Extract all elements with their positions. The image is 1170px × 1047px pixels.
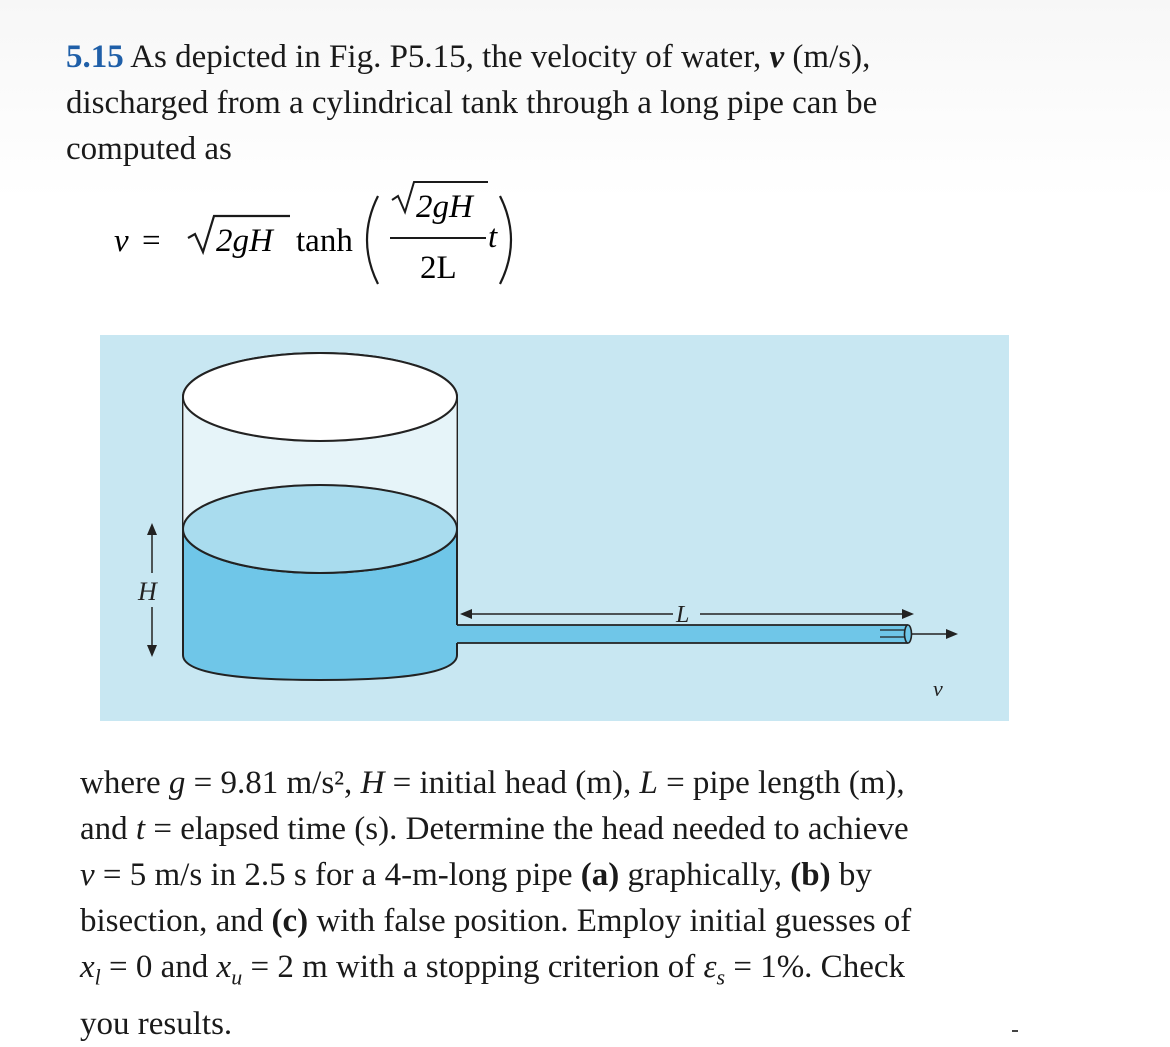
time-definition: = elapsed time (s). Determine the head needed to achieve [153, 811, 909, 847]
where-line-2 [80, 806, 1060, 852]
velocity-symbol: v [769, 39, 785, 75]
by-text: by [830, 857, 872, 893]
where-line-3 [80, 852, 1060, 898]
target-condition: = 5 m/s in 2.5 s for a 4-m-long pipe [102, 857, 581, 893]
symbol-t: t [135, 811, 146, 847]
head-definition: = initial head (m), [392, 765, 640, 801]
part-c: (c) [271, 903, 309, 939]
symbol-v: v [80, 857, 95, 893]
tank-rim-outline [183, 353, 457, 441]
symbol-x-lower: x [80, 949, 95, 985]
tank-figure [100, 335, 1009, 721]
bisection-text: bisection, and [80, 903, 272, 939]
problem-number: 5.15 [66, 39, 124, 75]
symbol-H: H [360, 765, 385, 801]
where-text: where [80, 765, 161, 801]
part-b: (b) [790, 857, 831, 893]
velocity-equation [0, 0, 1170, 330]
water-surface-outline [183, 485, 457, 573]
problem-line-3: computed as [66, 131, 232, 167]
left-paren [367, 196, 378, 284]
problem-line-2: discharged from a cylindrical tank through a long pipe can be [66, 85, 878, 121]
subscript-l: l [94, 964, 101, 990]
symbol-g: g [168, 765, 186, 801]
and-text: and [80, 811, 136, 847]
equation-lhs: v [114, 223, 129, 259]
fraction-denominator: 2L [420, 250, 457, 286]
sqrt-argument: 2gH [216, 223, 273, 259]
velocity-units: (m/s), [792, 39, 871, 75]
where-line-1 [80, 760, 1060, 806]
where-line-6: you results. [80, 1005, 233, 1042]
symbol-L: L [639, 765, 658, 801]
subscript-u: u [231, 964, 243, 990]
lower-guess: = 0 and [109, 949, 217, 985]
gravity-value: = 9.81 m/s², [193, 765, 361, 801]
problem-text-1: As depicted in Fig. P5.15, the velocity of water, [130, 39, 762, 75]
page-corner-mark [1012, 1030, 1018, 1032]
where-line-5 [80, 944, 1060, 1001]
tanh-function: tanh [296, 223, 353, 259]
length-label: L [676, 602, 690, 628]
where-paragraph [80, 760, 1060, 1047]
false-position-text: with false position. Employ initial guesses of [308, 903, 912, 939]
velocity-label: v [933, 676, 943, 701]
time-factor: t [488, 219, 498, 255]
stopping-criterion: = 1%. Check [733, 949, 905, 985]
where-line-4 [80, 898, 1060, 944]
head-label: H [138, 577, 157, 606]
equation-equals: = [142, 223, 161, 259]
part-a: (a) [580, 857, 620, 893]
symbol-epsilon: ε [703, 949, 717, 985]
upper-guess: = 2 m with a stopping criterion of [250, 949, 704, 985]
fraction-numerator: 2gH [416, 189, 473, 225]
symbol-x-upper: x [216, 949, 232, 985]
pipe-outlet [905, 625, 912, 643]
graphically-text: graphically, [619, 857, 791, 893]
length-definition: = pipe length (m), [666, 765, 905, 801]
subscript-s: s [716, 964, 726, 990]
right-paren [500, 196, 511, 284]
